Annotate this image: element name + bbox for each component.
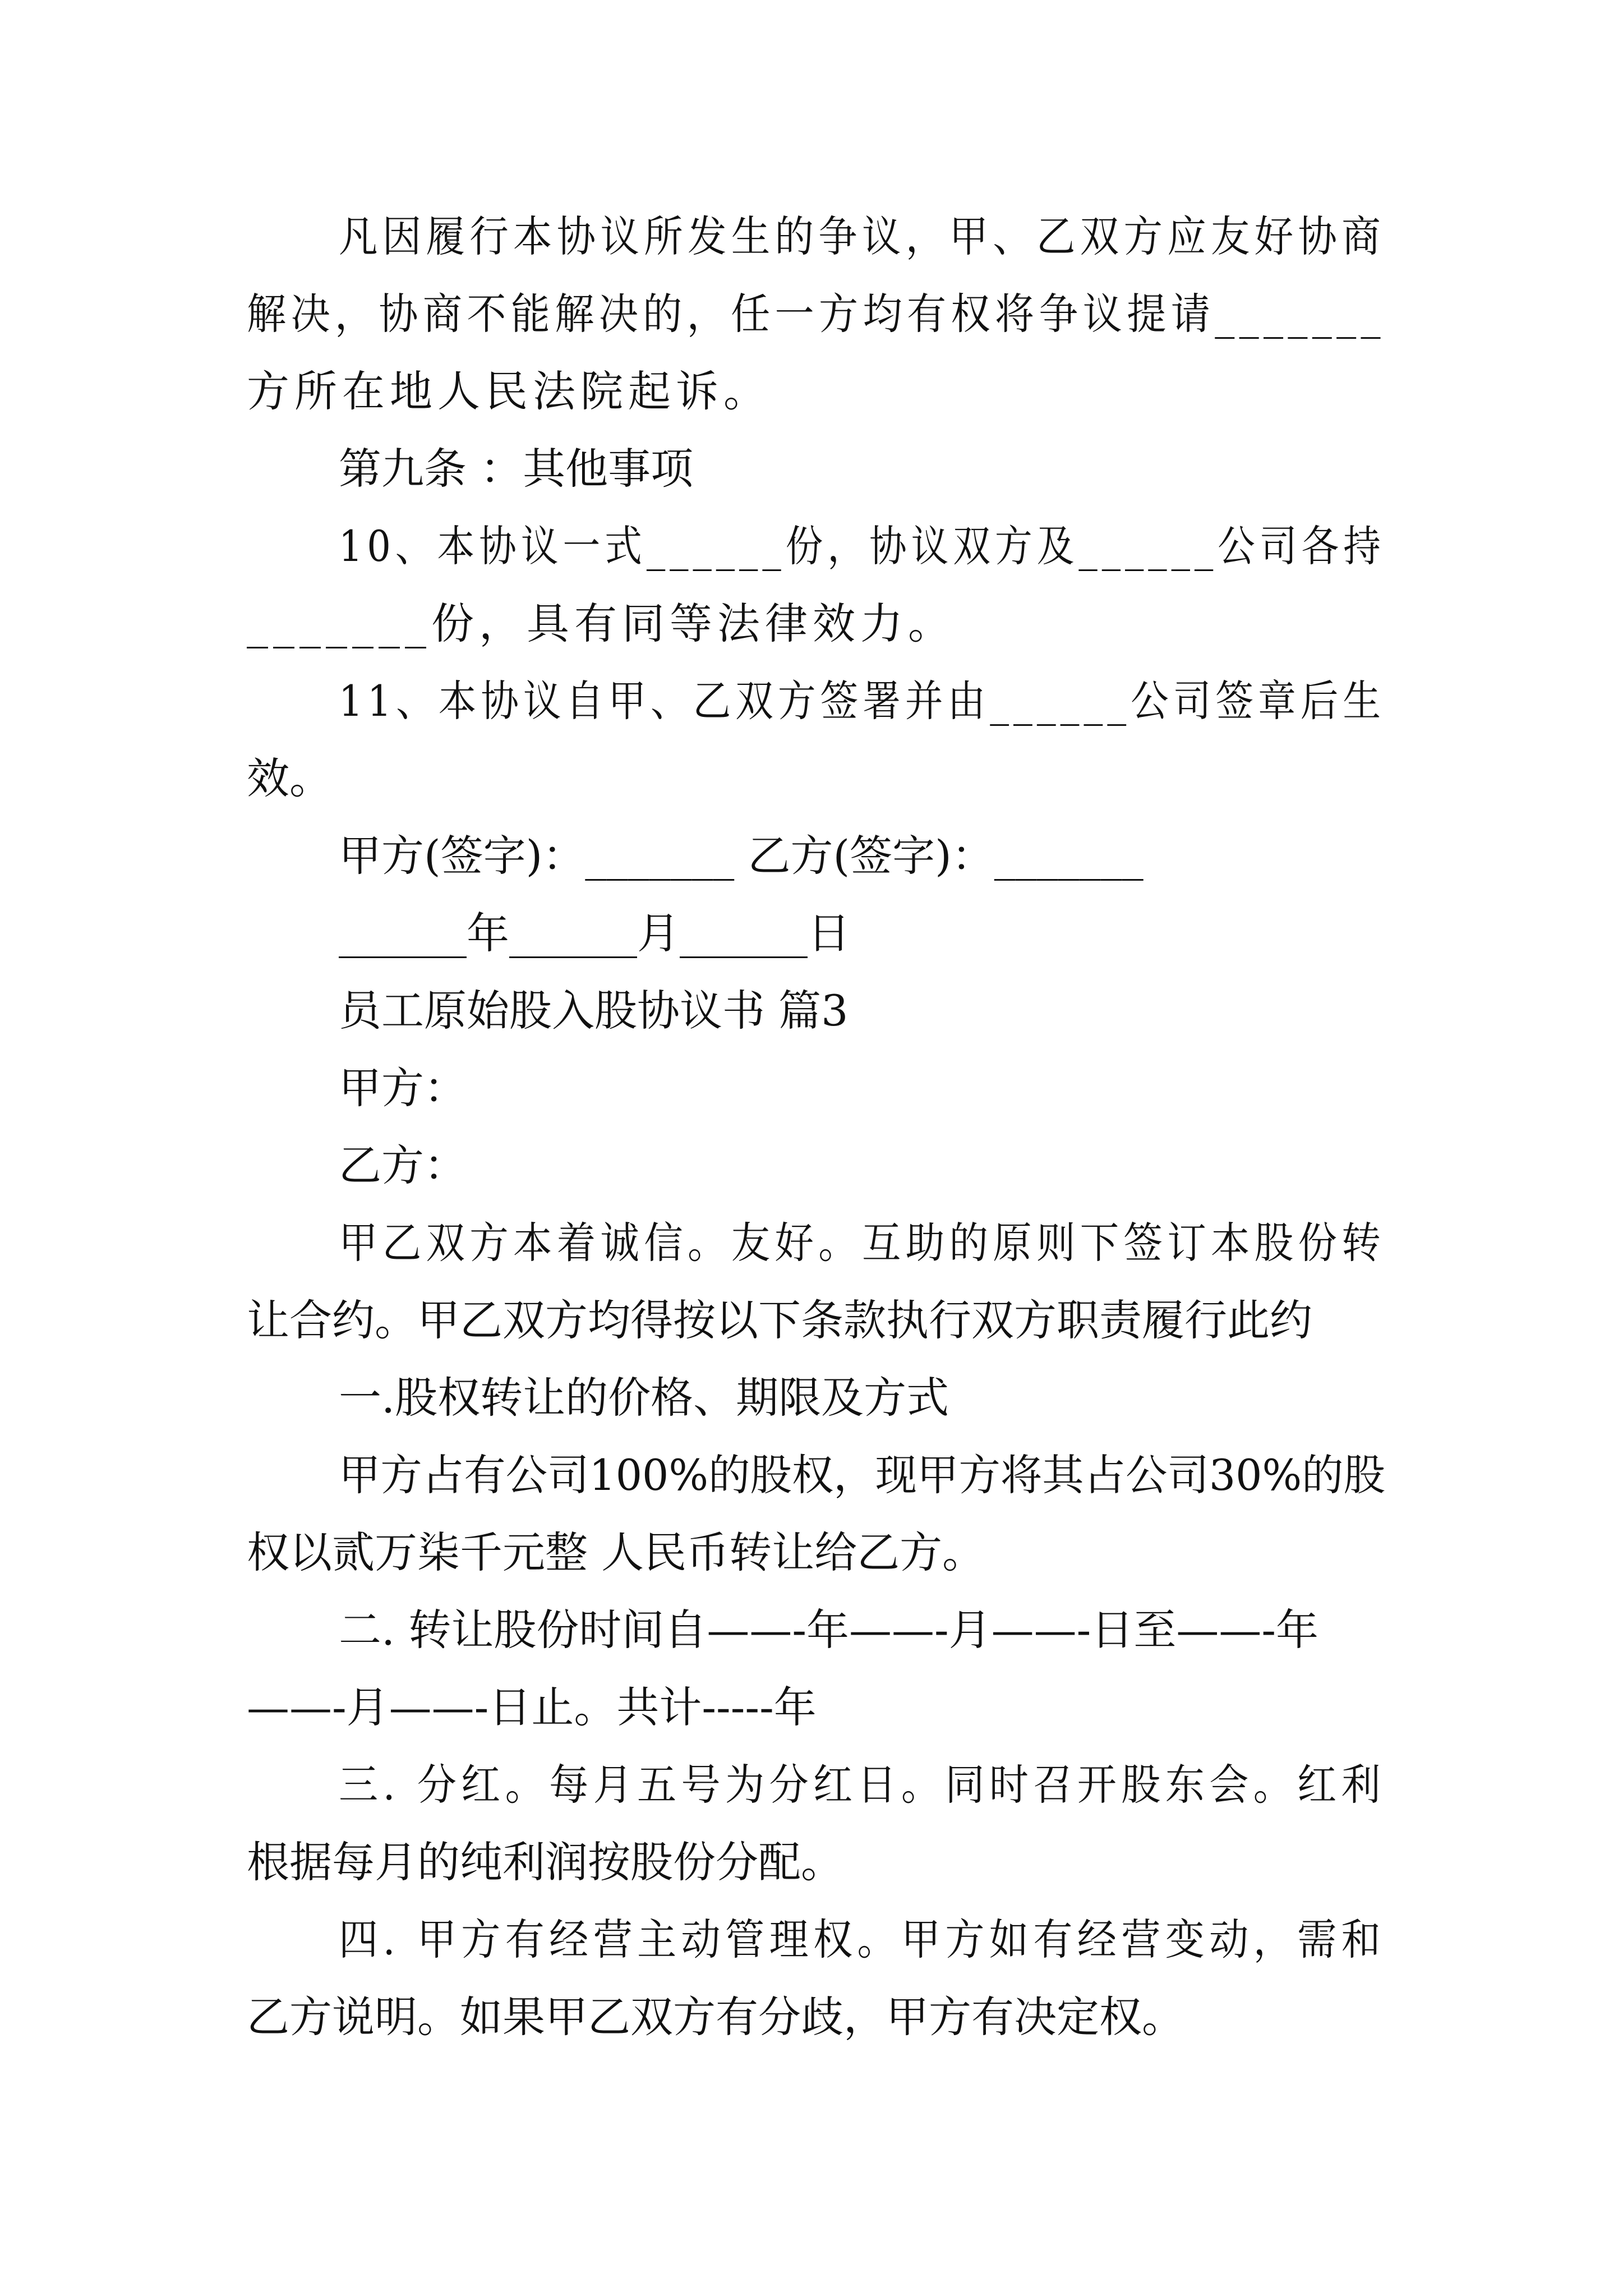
clause-line: 三. 分红。每月五号为分红日。同时召开股东会。红利 [339,1760,1386,1810]
party-a-label: 甲方： [339,1063,467,1113]
clause-line: 二. 转让股份时间自——-年——-月——-日至——-年 [339,1605,1319,1655]
paragraph-line: _______份，具有同等法律效力。 [247,599,956,648]
paragraph-line: 凡因履行本协议所发生的争议，甲、乙双方应友好协商 [339,211,1385,261]
date-line: ______年______月______日 [339,908,850,958]
clause-line: 根据每月的纯利润按股份分配。 [247,1837,843,1887]
clause-line: 四. 甲方有经营主动管理权。甲方如有经营变动，需和 [339,1915,1386,1964]
clause-line: 乙方说明。如果甲乙双方有分歧，甲方有决定权。 [247,1992,1184,2042]
paragraph-line: 让合约。甲乙双方均得按以下条款执行双方职责履行此约 [247,1295,1312,1345]
section-heading: 第九条 ：其他事项 [339,444,694,494]
paragraph-line: 11、本协议自甲、乙双方签署并由______公司签章后生 [339,676,1386,726]
paragraph-line: 解决，协商不能解决的，任一方均有权将争议提请_______ [247,289,1385,339]
paragraph-line: 效。 [247,753,332,803]
paragraph-line: 甲方占有公司100%的股权，现甲方将其占公司30%的股 [339,1450,1385,1500]
paragraph-line: 甲乙双方本着诚信。友好。互助的原则下签订本股份转 [339,1218,1385,1268]
signature-line: 甲方(签字)：_______ 乙方(签字)：_______ [339,831,1144,881]
paragraph-line: 10、本协议一式______份，协议双方及______公司各持 [339,521,1385,571]
paragraph-line: 方所在地人民法院起诉。 [247,366,771,416]
paragraph-line: 权以贰万柒千元整 人民币转让给乙方。 [247,1527,985,1577]
clause-heading: 一.股权转让的价格、期限及方式 [339,1373,949,1423]
clause-line: ——-月——-日止。共计-----年 [247,1682,817,1732]
party-b-label: 乙方： [339,1140,467,1190]
document-title: 员工原始股入股协议书 篇3 [339,986,849,1036]
